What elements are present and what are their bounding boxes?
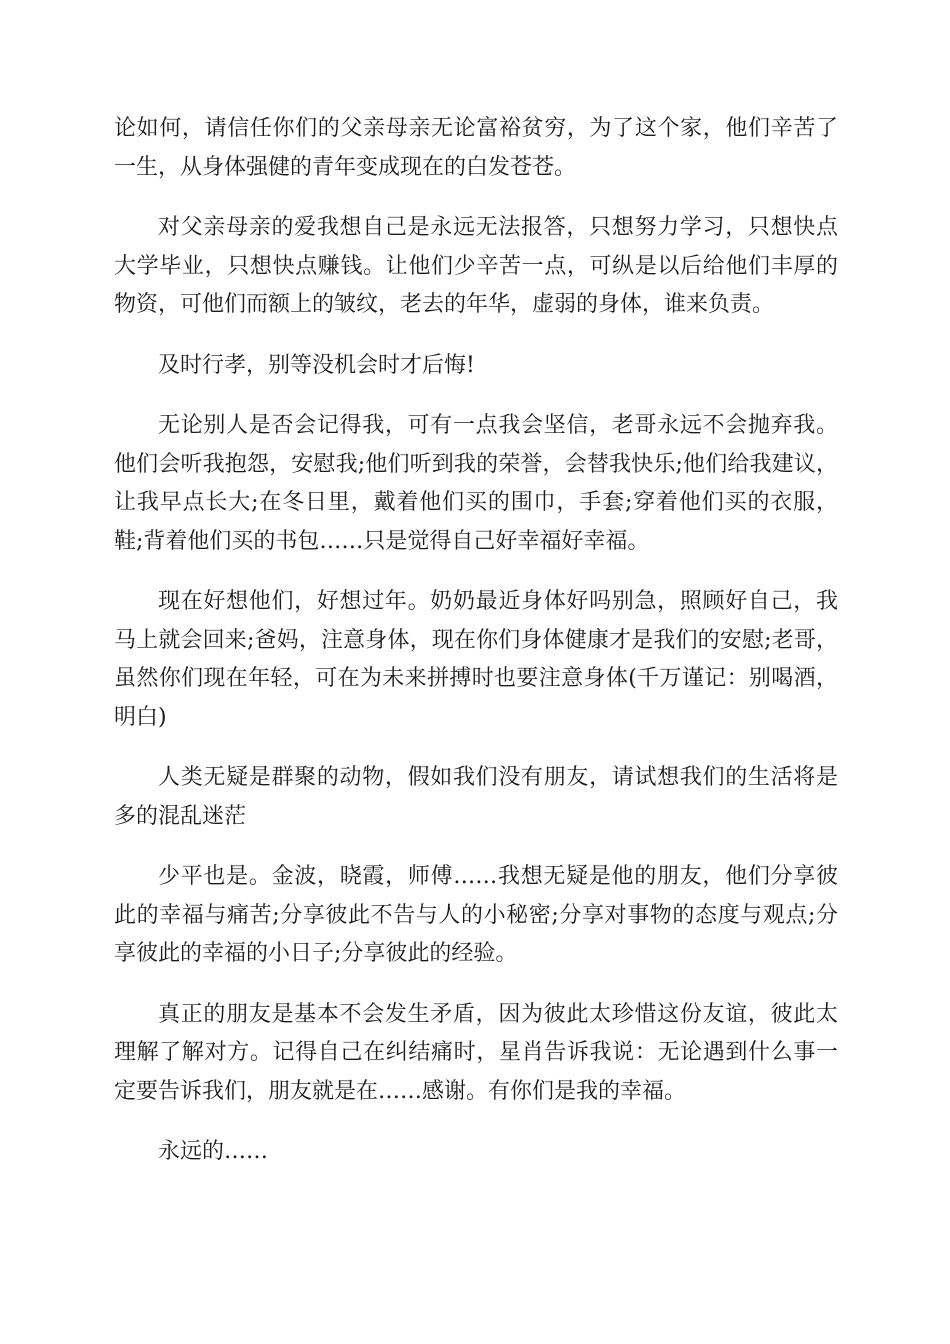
paragraph-7: 少平也是。金波，晓霞，师傅……我想无疑是他的朋友，他们分享彼此的幸福与痛苦;分享彼此不告与人的小秘密;分享对事物的态度与观点;分享彼此的幸福的小日子;分享彼此的经验。	[114, 864, 838, 966]
paragraph-4: 无论别人是否会记得我，可有一点我会坚信，老哥永远不会抛弃我。他们会听我抱怨，安慰我;他们听到我的荣誉，会替我快乐;他们给我建议，让我早点长大;在冬日里，戴着他们买的围巾，手套;穿着他们买的衣服，鞋;背着他们买的书包……只是觉得自己好幸福好幸福。	[114, 413, 838, 554]
paragraph-8: 真正的朋友是基本不会发生矛盾，因为彼此太珍惜这份友谊，彼此太理解了解对方。记得自己在纠结痛时，星肖告诉我说：无论遇到什么事一定要告诉我们，朋友就是在……感谢。有你们是我的幸福。	[114, 1001, 838, 1104]
paragraph-2: 对父亲母亲的爱我想自己是永远无法报答，只想努力学习，只想快点大学毕业，只想快点赚钱。让他们少辛苦一点，可纵是以后给他们丰厚的物资，可他们而额上的皱纹，老去的年华，虚弱的身体，谁来负责。	[114, 215, 838, 317]
paragraph-3: 及时行孝，别等没机会时才后悔!	[158, 352, 475, 378]
paragraph-1: 论如何，请信任你们的父亲母亲无论富裕贫穷，为了这个家，他们辛苦了一生，从身体强健的青年变成现在的白发苍苍。	[114, 116, 838, 180]
document-body	[114, 110, 838, 1194]
paragraph-5: 现在好想他们，好想过年。奶奶最近身体好吗别急，照顾好自己，我马上就会回来;爸妈，注意身体，现在你们身体健康才是我们的安慰;老哥，虽然你们现在年轻，可在为未来拼搏时也要注意身体(千万谨记：别喝酒，明白)	[114, 589, 838, 730]
paragraph-9: 永远的……	[158, 1139, 269, 1164]
paragraph-6: 人类无疑是群聚的动物，假如我们没有朋友，请试想我们的生活将是多的混乱迷茫	[114, 765, 838, 829]
